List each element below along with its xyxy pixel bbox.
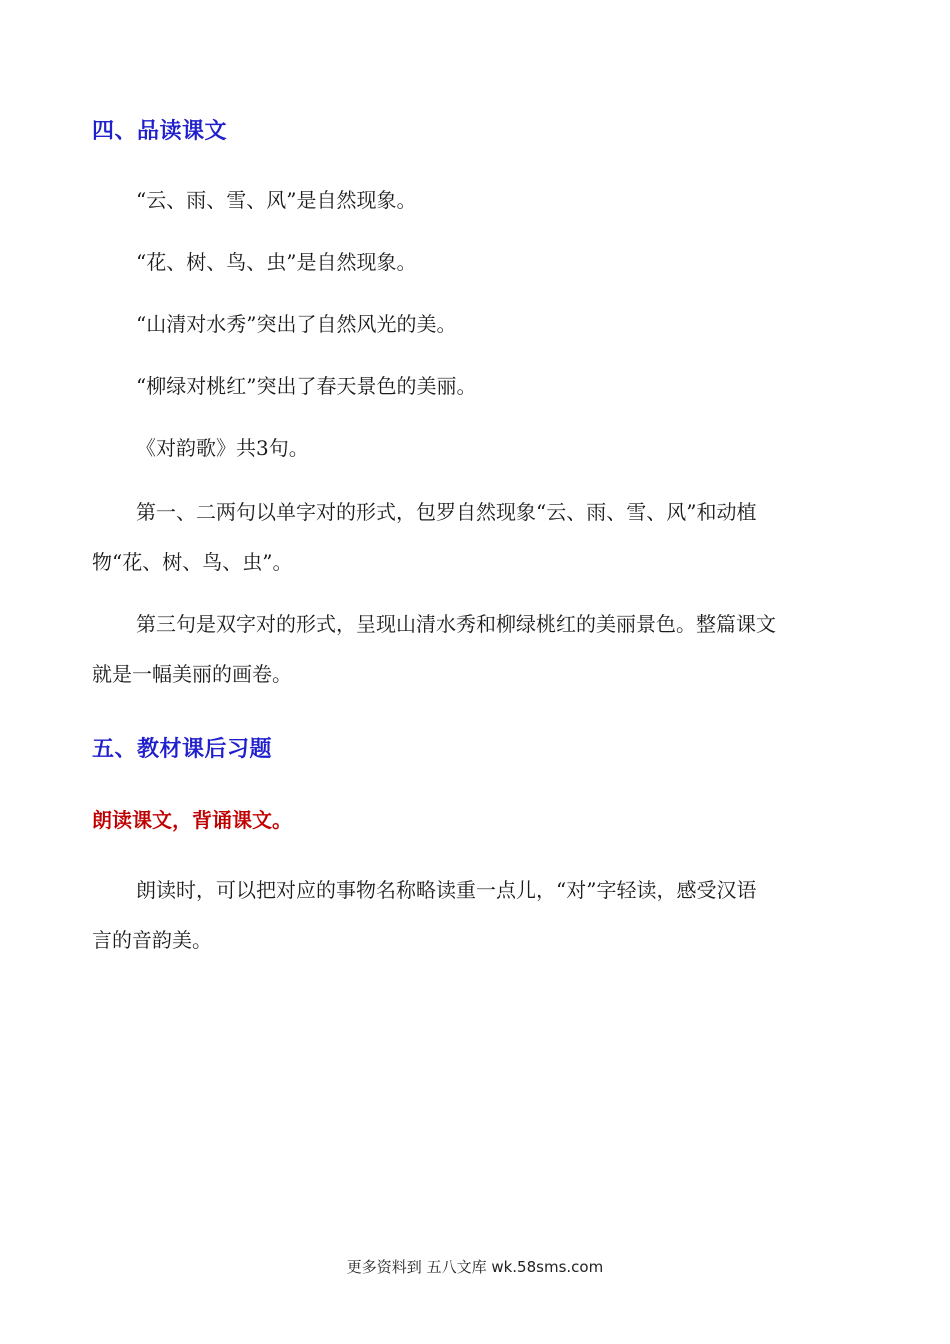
paragraph-1-line-1: 第一、二两句以单字对的形式，包罗自然现象“云、雨、雪、风”和动植	[136, 500, 757, 524]
answer-line-1: 朗读时，可以把对应的事物名称略读重一点儿，“对”字轻读，感受汉语	[136, 878, 757, 902]
section-4-heading: 四、品读课文	[92, 119, 228, 144]
text-line: “云、雨、雪、风”是自然现象。	[136, 188, 417, 212]
paragraph-2-line-2: 就是一幅美丽的画卷。	[92, 662, 292, 686]
footer-text: 更多资料到 五八文库 wk.58sms.com	[346, 1258, 604, 1276]
text-line: 《对韵歌》共3句。	[136, 436, 309, 460]
text-line: “山清对水秀”突出了自然风光的美。	[136, 312, 457, 336]
answer-line-2: 言的音韵美。	[92, 928, 212, 952]
exercise-title: 朗读课文，背诵课文。	[92, 808, 292, 832]
text-line: “柳绿对桃红”突出了春天景色的美丽。	[136, 374, 477, 398]
paragraph-2-line-1: 第三句是双字对的形式，呈现山清水秀和柳绿桃红的美丽景色。整篇课文	[136, 612, 776, 636]
section-5-heading: 五、教材课后习题	[92, 737, 273, 762]
paragraph-1-line-2: 物“花、树、鸟、虫”。	[92, 550, 293, 574]
text-line: “花、树、鸟、虫”是自然现象。	[136, 250, 417, 274]
